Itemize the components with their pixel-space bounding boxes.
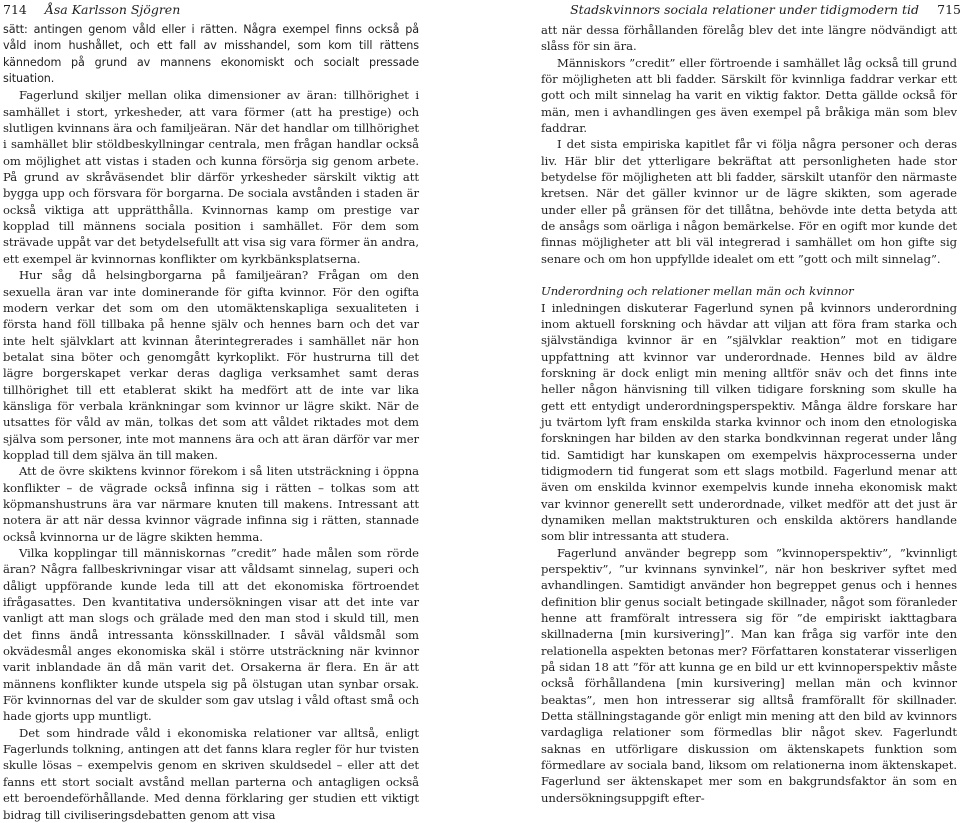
left-page [3, 0, 419, 822]
paragraph: att när dessa förhållanden förelåg blev det inte längre nödvändigt att slåss för sin ära. [541, 23, 957, 54]
right-page [541, 0, 961, 805]
paragraph: I inledningen diskuterar Fagerlund synen på kvinnors underordning inom aktuell forskning och hävdar att viljan att föra fram starka och självständiga kvinnor är en ”självklar reaktion” mot en tidigare uppfattning att kvinnor var underordnade. Hennes bild av äldre forskning är dock enligt min mening alltför snäv och det finns inte heller någon hänvisning till vilken tidigare forskning som skulle ha gett ett entydigt underordningsperspektiv. Många äldre forskare har ju tvärtom lyft fram enskilda starka kvinnor och inom den etnologiska forskningen har bilden av den starka bondkvinnan regerat under lång tid. Samtidigt har kunskapen om exempelvis häxprocesserna under tidigmodern tid fungerat som ett slags motbild. Fagerlund menar att även om enskilda kvinnor exempelvis kunde inneha ekonomisk makt var kvinnor generellt sett underordnade, vilket medför att det just är dynamiken mellan maktstrukturen och enskilda aktörers handlande som blir intressanta att studera. [541, 300, 957, 544]
right-page-number: 715 [937, 2, 961, 17]
paragraph: sätt: antingen genom våld eller i rätten. Några exempel finns också på våld inom hushållet, och ett fall av misshandel, som kom till rättens kännedom på grund av mannens ekonomiskt och socialt pressade situation. [3, 23, 419, 86]
left-running-header [3, 0, 419, 22]
paragraph: Hur såg då helsingborgarna på familjeäran? Frågan om den sexuella äran var inte dominerande för gifta kvinnor. För den ogifta modern verkar det som om den utomäktenskapliga sexualiteten i första hand föll tillbaka på henne själv och hennes barn och det var inte helt självklart att kvinnan återintegrerades i samhället när hon betalat sina böter och genomgått kyrkoplikt. För hustrurna till det lägre borgerskapet verkar deras dagliga verksamhet samt deras tillhörighet till ett etablerat skikt ha medfört att de inte var lika känsliga för verbala kränkningar som kvinnor ur lägre skikt. När de utsattes för våld av män, tolkas det som att våldet riktades mot dem själva som personer, inte mot mannens ära och att äran därför var mer kopplad till dem själva än till maken. [3, 268, 419, 462]
right-running-header [541, 0, 961, 22]
right-running-head: Stadskvinnors sociala relationer under tidigmodern tid [570, 2, 919, 17]
paragraph: Vilka kopplingar till människornas ”credit” hade målen som rörde äran? Några fallbeskrivningar visar att våldsamt sinnelag, superi och dåligt uppförande kunde leda till att det ekonomiska förtroendet ifrågasattes. Den kvantitativa undersökningen visar att det inte var vanligt att man slogs och grälade med den man stod i skuld till, men det finns ändå intressanta könsskillnader. I såväl våldsmål som okvädesmål anges ekonomiska skäl i större utsträckning när kvinnor varit inblandade än då män varit det. Orsakerna är flera. En är att männens konflikter kunde utspela sig på ölstugan utan synbar orsak. För kvinnornas del var de skulder som gav utslag i våld oftast små och hade gjorts upp muntligt. [3, 546, 419, 724]
left-page-number: 714 [3, 2, 27, 17]
paragraph: Det som hindrade våld i ekonomiska relationer var alltså, enligt Fagerlunds tolkning, antingen att det fanns klara regler för hur tvisten skulle lösas – exempelvis genom en skriven skuldsedel – eller att det fanns ett stort socialt avstånd mellan parterna och antagligen också ett beroendeförhållande. Med denna förklaring ger studien ett viktigt bidrag till civiliseringsdebatten genom att visa [3, 725, 419, 822]
paragraph: Att de övre skiktens kvinnor förekom i så liten utsträckning i öppna konflikter – de vägrade också infinna sig i rätten – tolkas som att köpmanshustruns ära var närmare knuten till makens. Intressant att notera är att när dessa kvinnor vägrade infinna sig i rätten, stannade också kvinnorna ur de lägre skikten hemma. [3, 464, 419, 544]
paragraph: Fagerlund använder begrepp som ”kvinnoperspektiv”, ”kvinnligt perspektiv”, ”ur kvinnans synvinkel”, när hon beskriver syftet med avhandlingen. Samtidigt använder hon begreppet genus och i hennes definition blir genus socialt betingade skillnader, något som föranleder henne att framföralt intressera sig för ”de empiriskt iakttagbara skillnaderna [min kursivering]”. Man kan fråga sig varför inte den relationella aspekten betonas mer? Författaren konstaterar visserligen på sidan 18 att ”för att kunna ge en bild ur ett kvinnoperspektiv måste också förhållandena [min kursivering] mellan män och kvinnor beaktas”, men hon intresserar sig alltså framförallt för skillnader. Detta ställningstagande gör enligt min mening att den bild av kvinnors vardagliga relationer som förmedlas blir något skev. Fagerlundt saknas en utförligare diskussion om äktenskapets funktion som förmedlare av sociala band, liksom om relationerna inom äktenskapet. Fagerlund ser äktenskapet mer som en bakgrundsfaktor än som en undersökningsuppgift efter- [541, 545, 957, 805]
paragraph: Människors ”credit” eller förtroende i samhället låg också till grund för möjligheten att bli fadder. Särskilt för kvinnliga faddrar verkar ett gott och milt sinnelag ha varit en viktig faktor. Detta gällde också för män, men i avhandlingen ges även exempel på bråkiga män som blev faddrar. [541, 55, 957, 136]
right-body-text [541, 22, 957, 806]
paragraph: Fagerlund skiljer mellan olika dimensioner av äran: tillhörighet i samhället i stort, yrkesheder, att vara förmer (att ha prestige) och slutligen kvinnans ära och familjeäran. När det handlar om tillhörighet i samhället blir stöldbeskyllningar centrala, men frågan handlar också om möjlighet att vistas i staden och kunna försörja sig genom arbete. På grund av skråväsendet blir därför yrkesheder särskilt viktig att bygga upp och försvara för borgarna. De sociala avstånden i staden är också viktiga att upprätthålla. Kvinnornas kamp om prestige var kopplad till männens sociala position i samhället. För dem som strävade uppåt var det betydelsefullt att visa sig vara förmer än andra, ett exempel är kvinnornas konflikter om kyrkbänksplatserna. [3, 88, 419, 266]
left-running-head: Åsa Karlsson Sjögren [44, 2, 181, 17]
section-subheading: Underordning och relationer mellan män och kvinnor [541, 284, 854, 299]
left-body-text [3, 22, 419, 823]
paragraph: I det sista empiriska kapitlet får vi följa några personer och deras liv. Här blir det ytterligare bekräftat att personligheten hade stor betydelse för möjligheten att bli fadder, särskilt utanför den närmaste kretsen. När det gäller kvinnor ur de lägre skikten, som agerade under eller på gränsen för det tillåtna, behövde inte detta betyda att de ansågs som oärliga i någon bemärkelse. För en ogift mor kunde det finnas möjligheter att bli väl integrerad i samhället om hon gifte sig senare och om hon uppfyllde idealet om ett ”gott och milt sinnelag”. [541, 137, 957, 266]
